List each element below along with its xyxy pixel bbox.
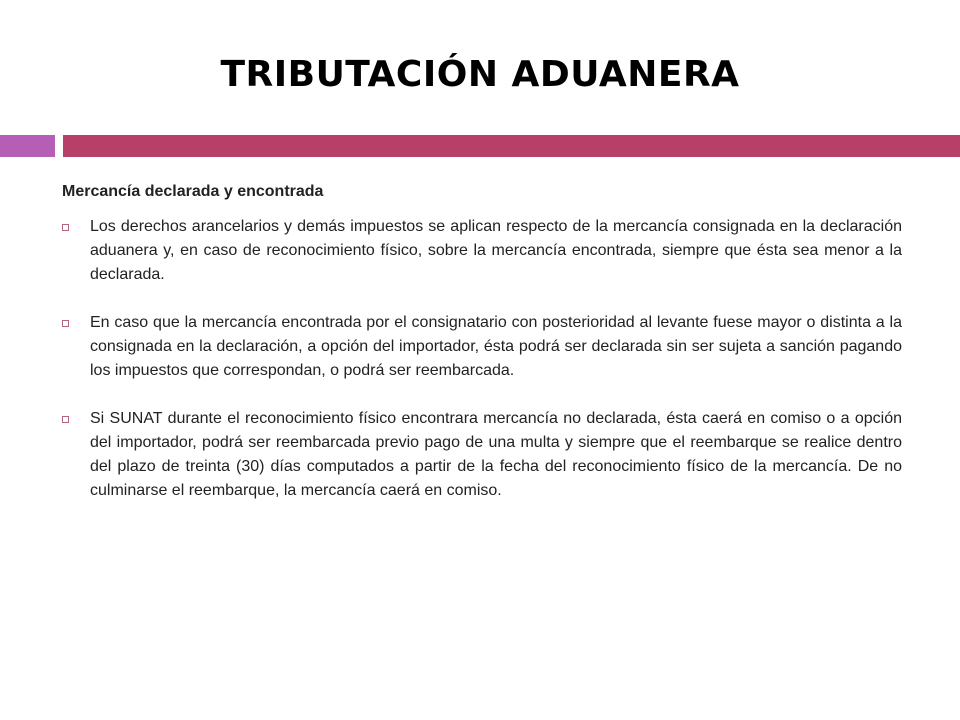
list-item	[62, 407, 902, 503]
section-heading: Mercancía declarada y encontrada	[62, 183, 324, 200]
bullet-text: En caso que la mercancía encontrada por el consignatario con posterioridad al levante fuese mayor o distinta a la consignada en la declaración, a opción del importador, ésta podrá ser declarada sin ser sujeta a sanción pagando los impuestos que correspondan, o podrá ser reembarcada.	[90, 314, 902, 379]
list-item	[62, 311, 902, 383]
slide-content	[62, 181, 902, 527]
bullet-text: Si SUNAT durante el reconocimiento físico encontrara mercancía no declarada, ésta caerá en comiso o a opción del importador, podrá ser reembarcada previo pago de una multa y siempre que el reembarque se realice dentro del plazo de treinta (30) días computados a partir de la fecha del reconocimiento físico de la mercancía. De no culminarse el reembarque, la mercancía caerá en comiso.	[90, 410, 902, 499]
square-bullet-icon	[62, 320, 69, 327]
square-bullet-icon	[62, 224, 69, 231]
square-bullet-icon	[62, 416, 69, 423]
list-item	[62, 215, 902, 287]
slide-title: TRIBUTACIÓN ADUANERA	[220, 54, 740, 95]
bullet-list	[62, 215, 902, 503]
accent-bar	[63, 135, 960, 157]
accent-block	[0, 135, 55, 157]
bullet-text: Los derechos arancelarios y demás impuestos se aplican respecto de la mercancía consignada en la declaración aduanera y, en caso de reconocimiento físico, sobre la mercancía encontrada, siempre que ésta sea menor a la declarada.	[90, 218, 902, 283]
